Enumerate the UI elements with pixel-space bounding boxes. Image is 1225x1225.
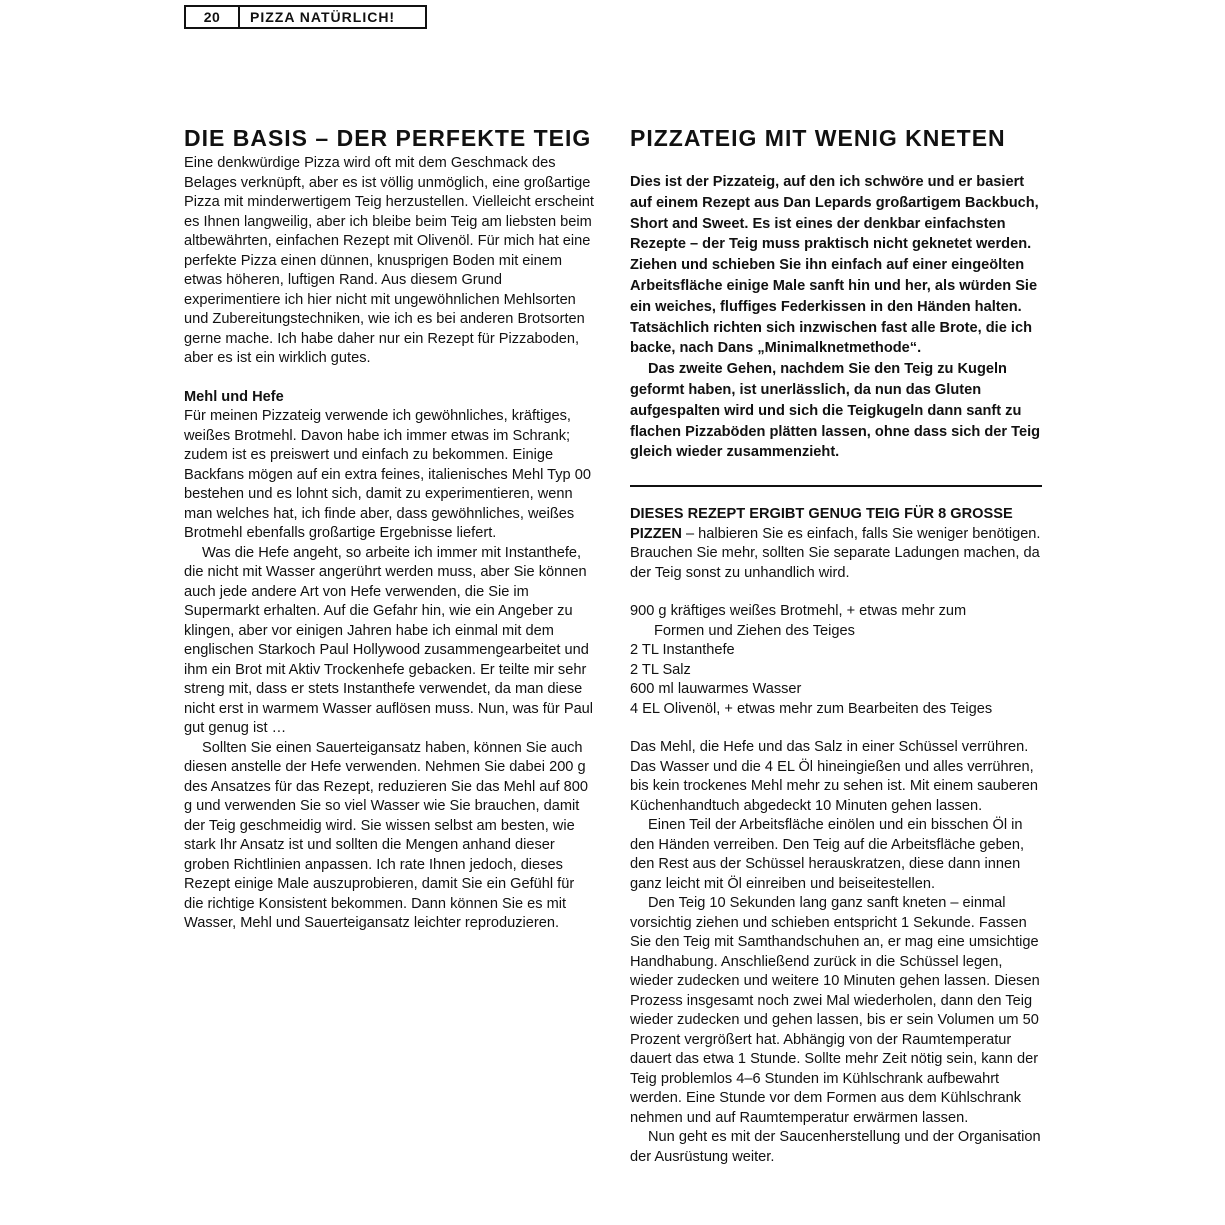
running-header [184,5,427,29]
method-paragraph-2: Einen Teil der Arbeitsfläche einölen und ein bisschen Öl in den Händen verreiben. Den Teig auf die Arbeitsfläche geben, den Rest aus der Schüssel herauskratzen, diese dann innen ganz leicht mit Öl einreiben und beiseitestellen. [630,817,1025,892]
ingredient-item-continuation: Formen und Ziehen des Teiges [654,622,855,639]
section-heading: DIE BASIS – DER PERFEKTE TEIG [184,125,592,151]
yield-note [630,505,1042,583]
left-column [184,124,596,934]
yield-note-rest: – halbieren Sie es einfach, falls Sie weniger benötigen. Brauchen Sie mehr, sollten Sie separate Ladungen machen, da der Teig sonst zu unhandlich wird. [630,525,1041,581]
ingredient-list [630,602,1042,719]
recipe-intro [630,172,1042,463]
yield-note-bold: DIESES REZEPT ERGIBT GENUG TEIG FÜR 8 GROSSE PIZZEN [630,506,1013,542]
intro-paragraph: Eine denkwürdige Pizza wird oft mit dem Geschmack des Belages verknüpft, aber es ist völlig unmöglich, eine großartige Pizza mit minderwertigem Teig herzustellen. Vielleicht erscheint es Ihnen langweilig, aber ich bleibe beim Teig am liebsten beim altbewährten, einfachen Rezept mit Olivenöl. Für mich hat eine perfekte Pizza einen dünnen, knusprigen Boden mit einem etwas höheren, luftigen Rand. Aus diesem Grund experimentiere ich hier nicht mit ungewöhnlichen Mehlsorten und Zubereitungstechniken, wie ich es bei anderen Brotsorten gerne mache. Ich habe daher nur ein Rezept für Pizzaboden, aber es ist ein wirklich gutes. [184,155,594,366]
paragraph-hefe: Was die Hefe angeht, so arbeite ich immer mit Instanthefe, die nicht mit Wasser angerührt werden muss, aber Sie können auch jede andere Art von Hefe verwenden, die Sie im Supermarkt erhalten. Auf die Gefahr hin, wie ein Angeber zu klingen, aber vor einigen Jahren habe ich einmal mit dem englischen Starkoch Paul Hollywood zusammengearbeitet und ihm ein Brot mit Aktiv Trockenhefe gebacken. Er teilte mir sehr streng mit, dass er stets Instanthefe verwendet, da man diese nicht erst in warmem Wasser auflösen muss. Nun, was für Paul gut genug ist … [184,544,594,736]
running-title: PIZZA NATÜRLICH! [250,9,396,25]
paragraph-mehl: Für meinen Pizzateig verwende ich gewöhnliches, kräftiges, weißes Brotmehl. Davon habe ich immer etwas im Schrank; zudem ist es preiswert und einfach zu bekommen. Einige Backfans mögen auf ein extra feines, italienisches Mehl Typ 00 bestehen und es lohnt sich, damit zu experimentieren, wenn man welches hat, ich finde aber, dass gewöhnliches, weißes Brotmehl ebenfalls großartige Ergebnisse liefert. [184,408,591,541]
ingredient-item: 2 TL Instanthefe [630,642,735,659]
ingredient-item: 900 g kräftiges weißes Brotmehl, + etwas mehr zum [630,603,967,620]
ingredient-item: 600 ml lauwarmes Wasser [630,681,802,698]
ingredient-item: 4 EL Olivenöl, + etwas mehr zum Bearbeiten des Teiges [630,700,993,717]
recipe-intro-paragraph-2: Das zweite Gehen, nachdem Sie den Teig zu Kugeln geformt haben, ist unerlässlich, da nun das Gluten aufgespalten wird und sich die Teigkugeln dann sanft zu flachen Pizzaböden plätten lassen, ohne dass sich der Teig gleich wieder zusammenzieht. [630,361,1041,461]
method-paragraph-1: Das Mehl, die Hefe und das Salz in einer Schüssel verrühren. Das Wasser und die 4 EL Öl hineingießen und alles verrühren, bis kein trockenes Mehl mehr zu sehen ist. Mit einem sauberen Küchenhandtuch abgedeckt 10 Minuten gehen lassen. [630,739,1039,814]
method-steps [630,738,1042,1167]
subheading-mehl-hefe: Mehl und Hefe [184,388,284,405]
right-column [630,124,1042,1167]
divider [630,485,1042,487]
recipe-heading: PIZZATEIG MIT WENIG KNETEN [630,125,1006,151]
method-paragraph-3: Den Teig 10 Sekunden lang ganz sanft kneten – einmal vorsichtig ziehen und schieben entspricht 1 Sekunde. Fassen Sie den Teig mit Samthandschuhen an, er mag eine umsichtige Handhabung. Anschließend zurück in die Schüssel legen, wieder zudecken und weitere 10 Minuten gehen lassen. Diesen Prozess insgesamt noch zwei Mal wiederholen, dann den Teig wieder zudecken und gehen lassen, bis er sein Volumen um 50 Prozent vergrößert hat. Abhängig von der Raumtemperatur dauert das etwa 1 Stunde. Sollte mehr Zeit nötig sein, kann der Teig problemlos 4–6 Stunden im Kühlschrank aufbewahrt werden. Eine Stunde vor dem Formen aus dem Kühlschrank nehmen und auf Raumtemperatur erwärmen lassen. [630,895,1040,1126]
method-paragraph-4: Nun geht es mit der Saucenherstellung und der Organisation der Ausrüstung weiter. [630,1129,1041,1165]
paragraph-sauerteig: Sollten Sie einen Sauerteigansatz haben, können Sie auch diesen anstelle der Hefe verwenden. Nehmen Sie dabei 200 g des Ansatzes für das Rezept, reduzieren Sie das Mehl auf 800 g und verwenden Sie so viel Wasser wie Sie brauchen, damit der Teig geschmeidig wird. Sie wissen selbst am besten, wie stark Ihr Ansatz ist und sollten die Mengen anhand dieser groben Richtlinien anpassen. Ich rate Ihnen jedoch, dieses Rezept einige Male auszuprobieren, damit Sie ein Gefühl für die richtige Konsistent bekommen. Dann können Sie es mit Wasser, Mehl und Sauerteigansatz leichter reproduzieren. [184,739,588,931]
page-number: 20 [186,7,240,27]
recipe-intro-paragraph-1: Dies ist der Pizzateig, auf den ich schwöre und er basiert auf einem Rezept aus Dan Lepards großartigem Backbuch, Short and Sweet. Es ist eines der denkbar einfachsten Rezepte – der Teig muss praktisch nicht geknetet werden. Ziehen und schieben Sie ihn einfach auf einer eingeölten Arbeitsfläche einige Male sanft hin und her, als würden Sie ein weiches, fluffiges Federkissen in den Händen halten. Tatsächlich richten sich inzwischen fast alle Brote, die ich backe, nach Dans „Minimalknetmethode“. [630,174,1039,357]
ingredient-item: 2 TL Salz [630,661,691,678]
